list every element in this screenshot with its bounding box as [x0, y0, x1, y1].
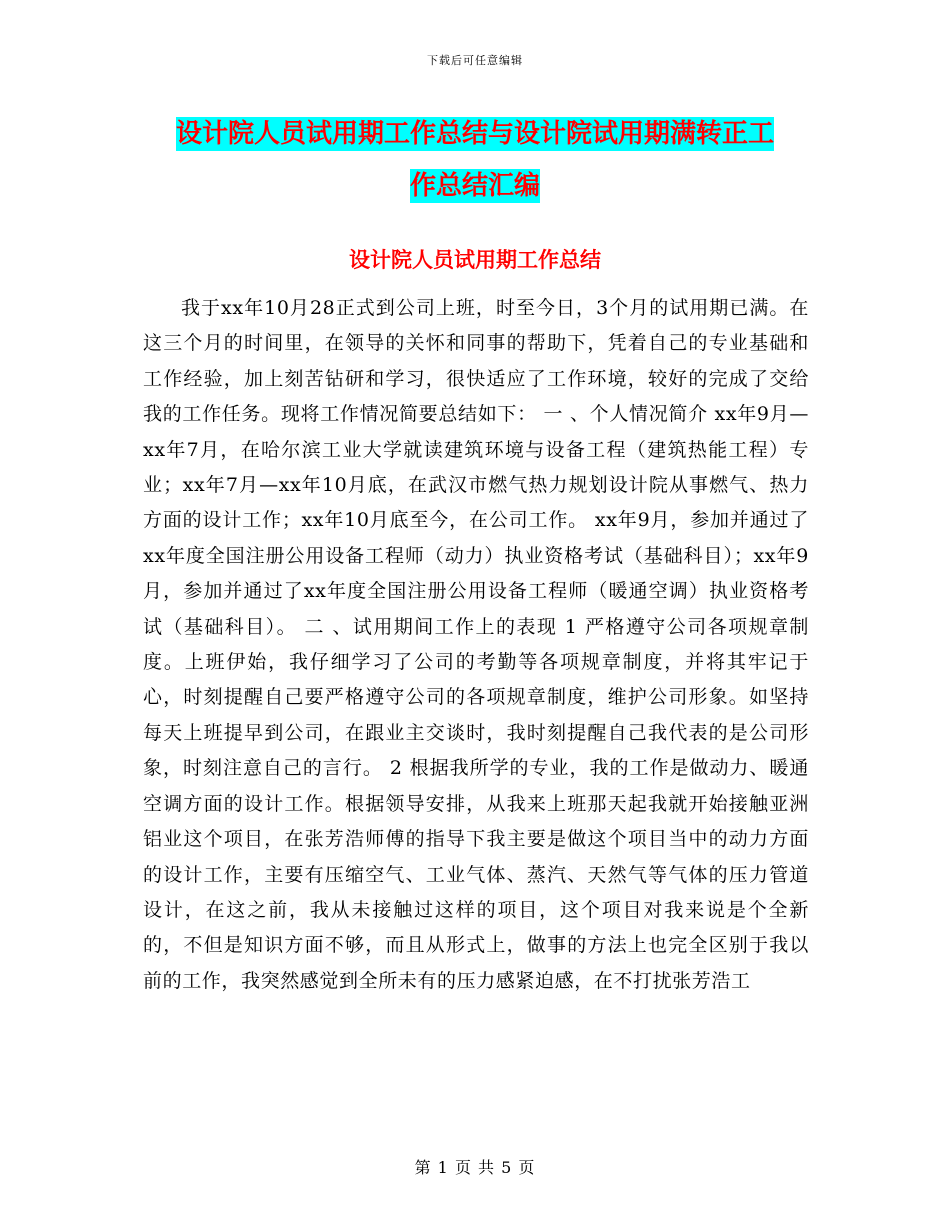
document-title-line-1: 设计院人员试用期工作总结与设计院试用期满转正工 [175, 119, 774, 149]
section-title: 设计院人员试用期工作总结 [349, 247, 601, 272]
body-paragraph: 我于xx年10月28正式到公司上班，时至今日，3个月的试用期已满。在这三个月的时间里，在领导的关怀和同事的帮助下，凭着自己的专业基础和工作经验，加上刻苦钻研和学习，很快适应了工作环境，较好的完成了交给我的工作任务。现将工作情况简要总结如下： 一 、个人情况简介 xx年9月—xx年7月，在哈尔滨工业大学就读建筑环境与设备工程（建筑热能工程）专业；xx年7月—xx年10月底，在武汉市燃气热力规划设计院从事燃气、热力方面的设计工作；xx年10月底至今，在公司工作。 xx年9月，参加并通过了xx年度全国注册公用设备工程师（动力）执业资格考试（基础科目）；xx年9月，参加并通过了xx年度全国注册公用设备工程师（暖通空调）执业资格考试（基础科目）。 二 、试用期间工作上的表现 1 严格遵守公司各项规章制度。上班伊始，我仔细学习了公司的考勤等各项规章制度，并将其牢记于心，时刻提醒自己要严格遵守公司的各项规章制度，维护公司形象。如坚持每天上班提早到公司，在跟业主交谈时，我时刻提醒自己我代表的是公司形象，时刻注意自己的言行。 2 根据我所学的专业，我的工作是做动力、暖通空调方面的设计工作。根据领导安排，从我来上班那天起我就开始接触亚洲铝业这个项目，在张芳浩师傅的指导下我主要是做这个项目当中的动力方面的设计工作，主要有压缩空气、工业气体、蒸汽、天然气等气体的压力管道设计，在这之前，我从未接触过这样的项目，这个项目对我来说是个全新的，不但是知识方面不够，而且从形式上，做事的方法上也完全区别于我以前的工作，我突然感觉到全所未有的压力感紧迫感，在不打扰张芳浩工 [143, 297, 809, 992]
page-header-note: 下载后可任意编辑 [427, 54, 523, 67]
document-title-line-2: 作总结汇编 [409, 171, 540, 201]
document-title [0, 108, 950, 212]
page-number: 第 1 页 共 5 页 [414, 1158, 536, 1177]
